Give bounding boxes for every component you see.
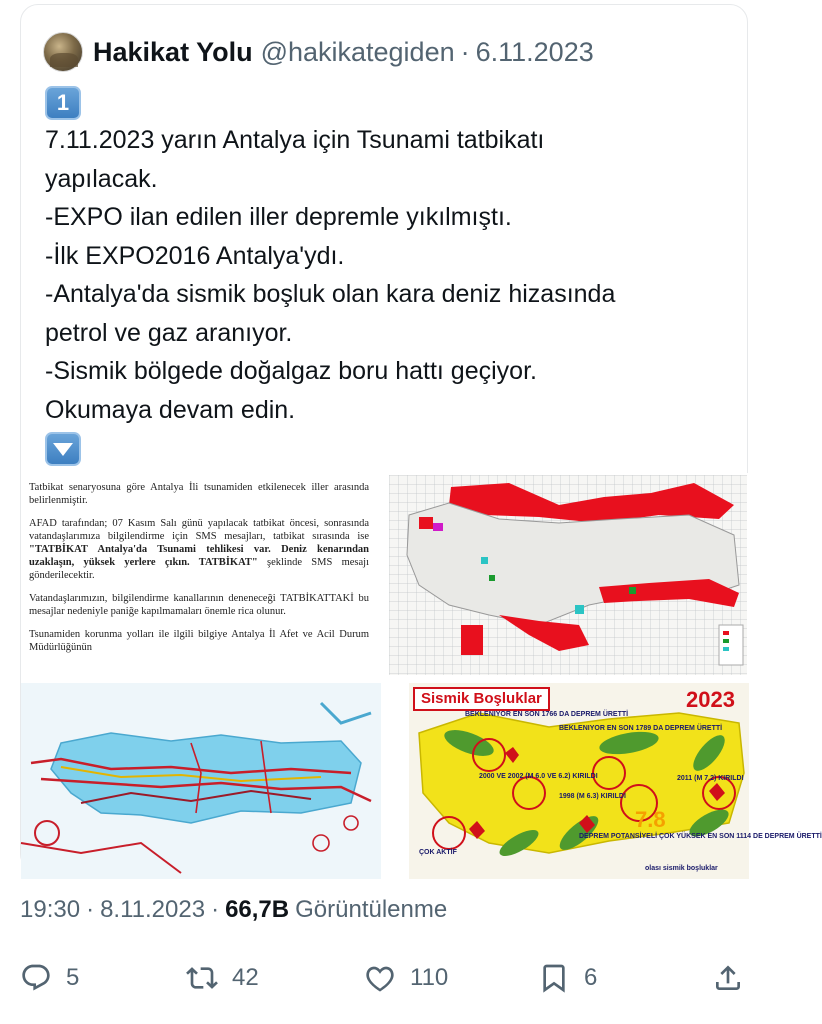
pipeline-map-illustration xyxy=(21,683,381,879)
tweet-text xyxy=(45,83,735,467)
doc-paragraph: Tatbikat senaryosuna göre Antalya İli tsunamiden etkilenecek iller arasında belirlenmiştir. xyxy=(29,482,369,506)
author-line xyxy=(93,37,594,68)
map-annotation: 2011 (M 7.2) KIRILDI xyxy=(677,775,744,782)
map-annotation: ÇOK AKTİF xyxy=(419,849,457,856)
media-pipeline-map[interactable] xyxy=(21,683,381,879)
doc-paragraph: Vatandaşlarımızın, bilgilendirme kanallarının deneneceği TATBİKATTAKİ bu mesajlar nedeniyle paniğe kapılmamaları önemle rica olunur. xyxy=(29,593,369,617)
reply-button[interactable] xyxy=(20,962,79,994)
doc-paragraph: AFAD tarafından; 07 Kasım Salı günü yapılacak tatbikat öncesi, sonrasında vatandaşlarımıza bilgilendirme için SMS mesajları, tatbikat sırasında ise "TATBİKAT Antalya'da Tsunami tehlikesi var. Deniz kenarından uzaklaşın, yüksek yerlere çıkın. TATBİKAT" şeklinde SMS mesajı gönderilecektir. xyxy=(29,518,369,581)
map-annotation: 1998 (M 6.3) KIRILDI xyxy=(559,793,626,800)
media-grid xyxy=(21,473,822,875)
tweet-line: -Antalya'da sismik boşluk olan kara deniz hizasında xyxy=(45,280,616,308)
map-annotation: BEKLENIYOR EN SON 1766 DA DEPREM ÜRETTİ xyxy=(465,711,629,718)
post-full-date[interactable]: 8.11.2023 xyxy=(100,896,206,923)
post-date[interactable]: 6.11.2023 xyxy=(475,36,594,67)
map-annotation: DEPREM POTANSİYELİ ÇOK YÜKSEK EN SON 1114 DE DEPREM ÜRETTİ xyxy=(579,833,822,840)
seismic-map-year: 2023 xyxy=(686,687,735,712)
repost-count: 42 xyxy=(232,964,259,991)
doc-paragraph: Tsunamiden korunma yolları ile ilgili bilgiye Antalya İl Afet ve Acil Durum Müdürlüğünün xyxy=(29,629,369,653)
bookmark-count: 6 xyxy=(584,964,598,991)
seismic-map-title: Sismik Boşluklar xyxy=(413,687,550,711)
meta-separator: · xyxy=(211,896,220,923)
map-annotation: olası sismik boşluklar xyxy=(645,865,718,872)
like-count: 110 xyxy=(410,964,449,991)
tweet-line: -Sismik bölgede doğalgaz boru hattı geçiyor. xyxy=(45,357,537,385)
view-count-label: Görüntülenme xyxy=(295,896,448,923)
author-name[interactable]: Hakikat Yolu xyxy=(93,36,253,67)
post-time[interactable]: 19:30 xyxy=(20,896,81,923)
tweet-line: -İlk EXPO2016 Antalya'ydı. xyxy=(45,241,345,270)
share-icon xyxy=(712,962,744,994)
tweet-line: -EXPO ilan edilen iller depremle yıkılmıştı. xyxy=(45,203,512,231)
tweet-line: 7.11.2023 yarın Antalya için Tsunami tatbikatı xyxy=(45,126,545,154)
meta-separator: · xyxy=(86,896,95,923)
map-annotation: BEKLENIYOR EN SON 1789 DA DEPREM ÜRETTİ xyxy=(559,725,723,732)
tweet-line: Okumaya devam edin. xyxy=(45,395,296,424)
repost-button[interactable] xyxy=(186,962,259,994)
bookmark-button[interactable] xyxy=(538,962,597,994)
avatar[interactable] xyxy=(43,32,83,72)
author-handle[interactable]: @hakikategiden xyxy=(260,36,455,67)
share-button[interactable] xyxy=(712,962,744,994)
tweet-meta xyxy=(20,896,447,924)
action-bar xyxy=(0,956,766,1004)
repost-icon xyxy=(186,962,218,994)
keycap-one-icon: 1 xyxy=(45,86,81,120)
tweet-header xyxy=(43,29,594,75)
media-grid-map[interactable] xyxy=(389,475,747,675)
view-count: 66,7B xyxy=(225,896,290,923)
author-separator: · xyxy=(460,36,470,67)
magnitude-label: 7.8 xyxy=(635,807,666,832)
media-document-scan[interactable] xyxy=(21,473,377,673)
reply-count: 5 xyxy=(66,964,80,991)
tweet-line: petrol ve gaz aranıyor. xyxy=(45,318,293,347)
like-button[interactable] xyxy=(364,962,448,994)
reply-icon xyxy=(20,962,52,994)
heart-icon xyxy=(364,962,396,994)
tweet-card[interactable] xyxy=(20,4,822,872)
bookmark-icon xyxy=(538,962,570,994)
map-annotation: 2000 VE 2002 (M 6.0 VE 6.2) KIRILDI xyxy=(479,773,598,780)
media-seismic-gaps-map[interactable] xyxy=(409,683,822,879)
down-arrow-keycap-icon xyxy=(45,432,81,466)
grid-map-illustration xyxy=(389,475,747,675)
tweet-line: yapılacak. xyxy=(45,164,158,193)
